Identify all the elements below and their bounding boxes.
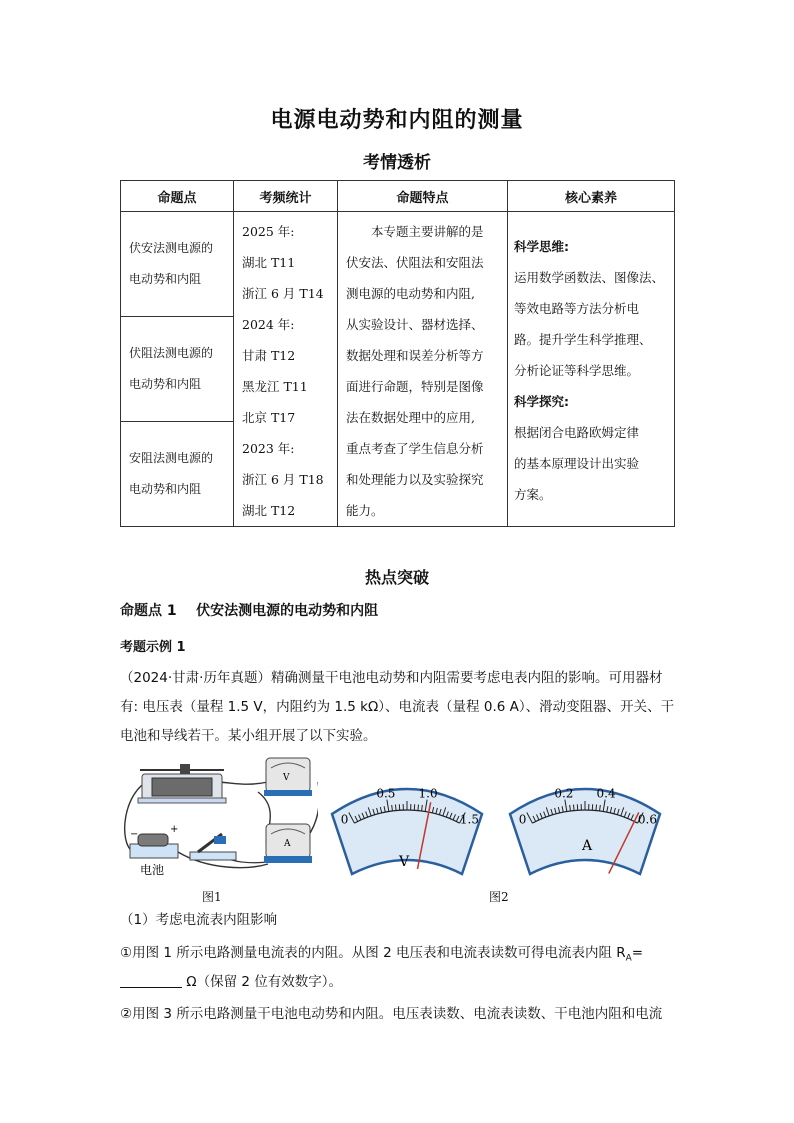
cell-line: 根据闭合电路欧姆定律 — [514, 425, 640, 440]
dial-tick-label: 0.6 — [637, 812, 658, 827]
switch — [190, 834, 236, 860]
literacy-lines — [508, 212, 674, 510]
ammeter-dial — [510, 787, 660, 874]
section-subtitle: 考情透析 — [363, 153, 431, 173]
cell-line: 2024 年: — [242, 317, 295, 332]
cell-text: 电动势和内阻 — [129, 482, 202, 496]
dial-tick-label: 0.2 — [554, 786, 574, 801]
cell-line: 湖北 T11 — [242, 255, 296, 270]
step-1a-text: ①用图 1 所示电路测量电流表的内阻。从图 2 电压表和电流表读数可得电流表内阻 R — [120, 945, 626, 961]
cell-line: 伏安法、伏阻法和安阻法 — [346, 255, 484, 270]
cell-line: 科学思维: — [514, 239, 569, 254]
step-1a-unit: Ω（保留 2 位有效数字）。 — [186, 974, 343, 990]
step-1: （1）考虑电流表内阻影响 — [120, 912, 278, 928]
equals-sign: = — [631, 945, 644, 961]
cell-line: 从实验设计、器材选择、 — [346, 317, 484, 332]
table-cell-features — [338, 212, 508, 527]
frequency-lines — [234, 212, 337, 526]
step-1a-answer — [120, 968, 676, 997]
feature-lines — [338, 212, 507, 526]
cell-text: 电动势和内阻 — [129, 272, 202, 286]
table-header: 命题点 — [121, 181, 234, 212]
table-cell-frequency — [234, 212, 338, 527]
dial-tick-label: 0 — [518, 812, 527, 827]
table-cell-point — [121, 422, 234, 527]
dial-tick — [395, 805, 396, 811]
figure-2-caption: 图2 — [489, 890, 509, 904]
section-heading: 热点突破 — [364, 568, 429, 587]
dial-tick-label: 1.5 — [459, 812, 480, 827]
table-cell-point — [121, 212, 234, 317]
battery-label: 电池 — [140, 863, 165, 877]
ammeter-symbol: A — [284, 839, 291, 849]
paragraph-line: 电池和导线若干。某小组开展了以下实验。 — [120, 728, 377, 744]
paragraph-line: （2024·甘肃·历年真题）精确测量干电池电动势和内阻需要考虑电表内阻的影响。可用器材 — [120, 670, 663, 686]
cell-line: 运用数学函数法、图像法、 — [514, 270, 665, 285]
ammeter-device — [264, 824, 312, 863]
dial-tick — [596, 805, 597, 811]
cell-line: 的基本原理设计出实验 — [514, 456, 640, 471]
voltmeter-device — [264, 758, 312, 796]
voltmeter-dial-symbol: V — [398, 854, 410, 870]
cell-line: 能力。 — [346, 503, 384, 518]
paragraph-line: 有: 电压表（量程 1.5 V，内阻约为 1.5 kΩ）、电流表（量程 0.6 A）、滑动变阻器、开关、干 — [120, 699, 675, 715]
dial-tick-label: 0.5 — [376, 786, 396, 801]
cell-text: 安阻法测电源的 — [129, 451, 214, 465]
cell-line: 2025 年: — [242, 224, 295, 239]
table-header: 命题特点 — [338, 181, 508, 212]
cell-line: 分析论证等科学思维。 — [514, 363, 640, 378]
figure-2-meters — [322, 772, 678, 880]
cell-line: 法在数据处理中的应用, — [346, 410, 475, 425]
step-1b: ②用图 3 所示电路测量干电池电动势和内阻。电压表读数、电流表读数、干电池内阻和电流 — [120, 1006, 663, 1022]
cell-text: 伏安法测电源的 — [129, 241, 214, 255]
dial-tick-label: 0.4 — [596, 786, 616, 801]
cell-line: 方案。 — [514, 487, 552, 502]
cell-line: 浙江 6 月 T18 — [242, 472, 324, 487]
cell-line: 和处理能力以及实验探究 — [346, 472, 484, 487]
cell-line: 2023 年: — [242, 441, 295, 456]
figure-1-circuit — [118, 752, 318, 882]
dial-tick-label: 0 — [340, 812, 349, 827]
battery — [130, 824, 178, 858]
figure-1-caption: 图1 — [202, 890, 222, 904]
table-header-row — [121, 181, 675, 212]
cell-line: 黑龙江 T11 — [242, 379, 308, 394]
cell-line: 面进行命题，特别是图像 — [346, 379, 484, 394]
table-header: 核心素养 — [508, 181, 675, 212]
battery-plus: + — [170, 824, 179, 835]
subscript-a: A — [625, 953, 632, 964]
cell-line: 北京 T17 — [242, 410, 296, 425]
cell-line: 重点考查了学生信息分析 — [346, 441, 484, 456]
cell-line: 浙江 6 月 T14 — [242, 286, 324, 301]
cell-line: 甘肃 T12 — [242, 348, 296, 363]
cell-line: 测电源的电动势和内阻, — [346, 286, 475, 301]
dial-tick — [418, 805, 419, 811]
answer-blank[interactable] — [120, 973, 182, 988]
voltmeter-dial — [332, 787, 482, 874]
cell-line: 路。提升学生科学推理、 — [514, 332, 652, 347]
dial-tick — [573, 805, 574, 811]
example-heading: 考题示例 1 — [120, 640, 186, 655]
example-paragraph — [120, 664, 676, 751]
battery-minus: − — [130, 829, 139, 840]
analysis-table — [120, 180, 675, 527]
topic-heading: 命题点 1 伏安法测电源的电动势和内阻 — [120, 603, 379, 619]
cell-text: 伏阻法测电源的 — [129, 346, 214, 360]
table-cell-literacy — [508, 212, 675, 527]
ammeter-dial-symbol: A — [581, 838, 593, 854]
table-cell-point — [121, 317, 234, 422]
cell-line: 等效电路等方法分析电 — [514, 301, 640, 316]
dial-tick-label: 1.0 — [418, 786, 438, 801]
cell-line: 湖北 T12 — [242, 503, 296, 518]
cell-line: 本专题主要讲解的是 — [371, 224, 484, 239]
table-header: 考频统计 — [234, 181, 338, 212]
rheostat — [138, 764, 226, 803]
page-title: 电源电动势和内阻的测量 — [270, 108, 524, 133]
cell-text: 电动势和内阻 — [129, 377, 202, 391]
cell-line: 数据处理和误差分析等方 — [346, 348, 484, 363]
cell-line: 科学探究: — [514, 394, 569, 409]
voltmeter-symbol: V — [283, 773, 290, 783]
